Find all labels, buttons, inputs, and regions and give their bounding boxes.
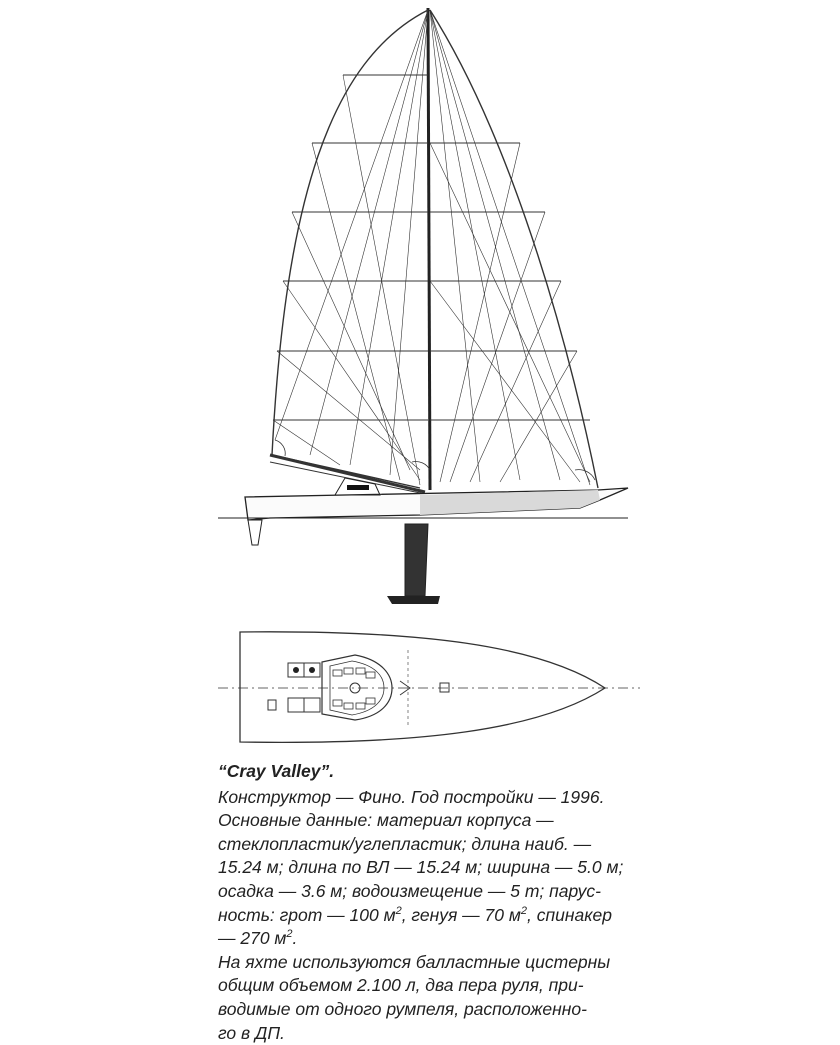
sail-genoa: , генуя — 70 м bbox=[401, 904, 521, 925]
sail-plan bbox=[270, 8, 598, 494]
spec-line-5: осадка — 3.6 м; водоизмещение — 5 т; парус- bbox=[218, 880, 601, 901]
deck-plan bbox=[218, 632, 640, 743]
spec-line-1: Конструктор — Фино. Год постройки — 1996. bbox=[218, 786, 605, 807]
note-line-2: общим объемом 2.100 л, два пера руля, при- bbox=[218, 975, 584, 996]
spec-line-spinnaker-area bbox=[218, 927, 638, 951]
area-end: . bbox=[292, 928, 298, 949]
spec-line-sails bbox=[218, 904, 638, 928]
note-line-4: го в ДП. bbox=[218, 1022, 285, 1043]
note-line-3: водимые от одного румпеля, расположенно- bbox=[218, 998, 587, 1019]
spec-line-4: 15.24 м; длина по ВЛ — 15.24 м; ширина — 5.0 м; bbox=[218, 857, 624, 878]
sup-1: 2 bbox=[395, 904, 402, 917]
hull-profile bbox=[218, 478, 628, 604]
yacht-name: “Cray Valley”. bbox=[218, 761, 335, 781]
caption bbox=[218, 760, 638, 1045]
sail-spinnaker: , спинакер bbox=[527, 904, 612, 925]
sup-2: 2 bbox=[520, 904, 527, 917]
spinnaker-area: — 270 м bbox=[218, 928, 287, 949]
note-line-1: На яхте используются балластные цистерны bbox=[218, 951, 611, 972]
sail-main: ность: грот — 100 м bbox=[218, 904, 396, 925]
spec-line-2: Основные данные: материал корпуса — bbox=[218, 810, 554, 831]
sup-3: 2 bbox=[286, 928, 293, 941]
spec-line-3: стеклопластик/углепластик; длина наиб. — bbox=[218, 833, 592, 854]
